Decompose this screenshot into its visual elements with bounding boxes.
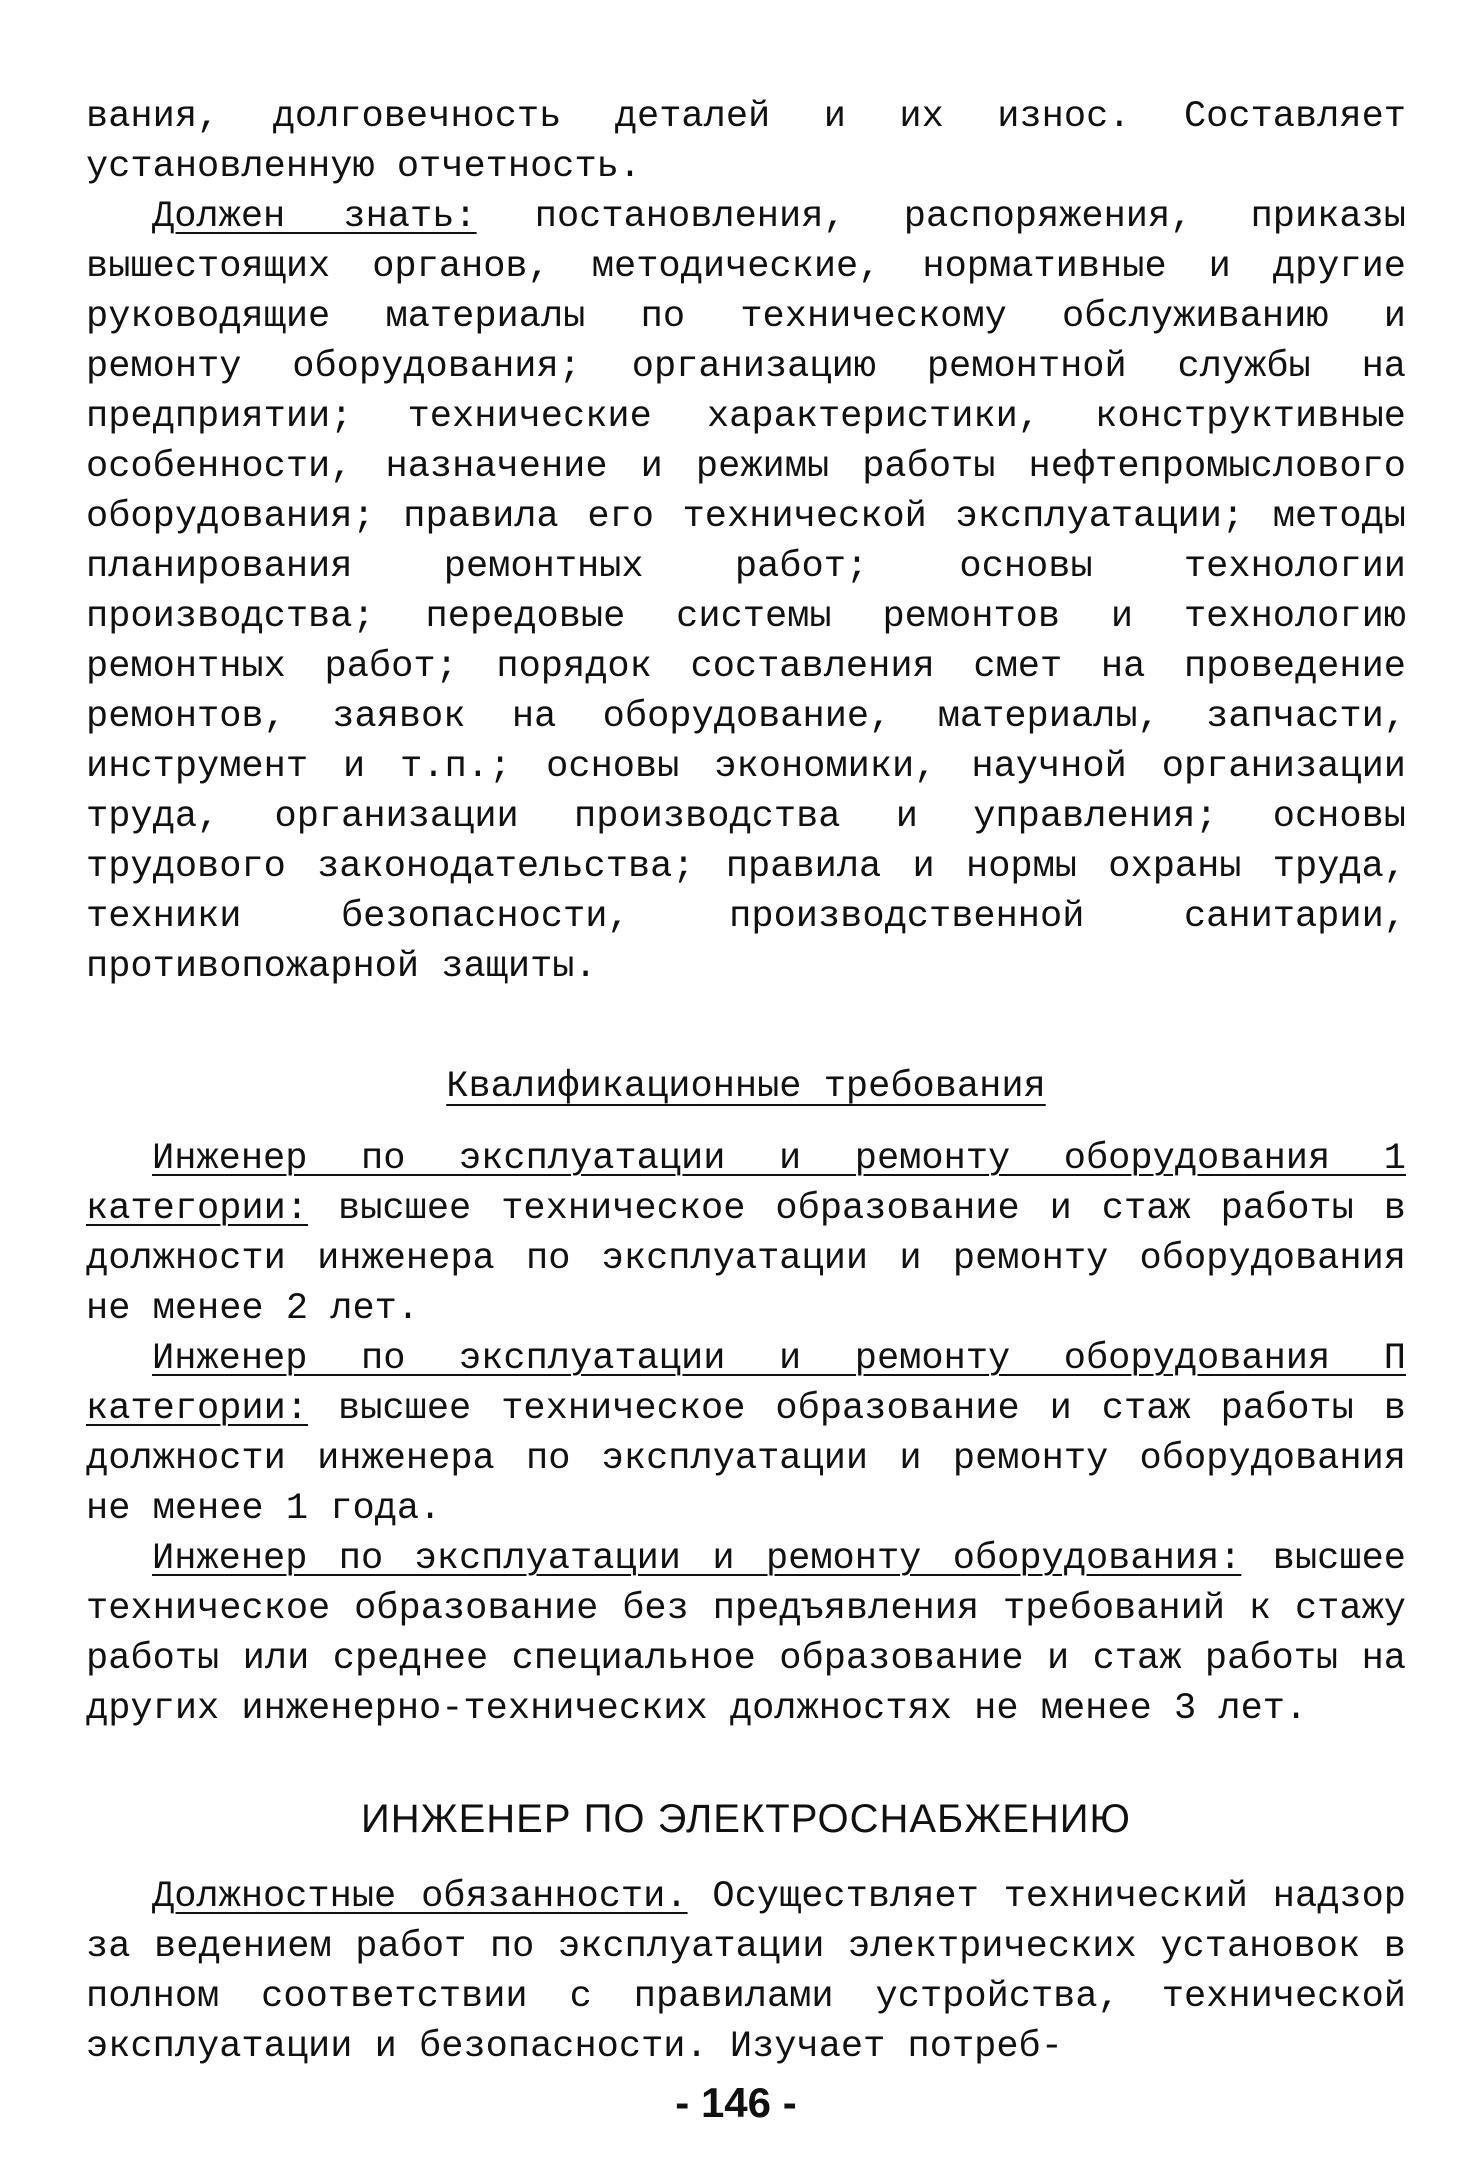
intro-paragraph (86, 92, 1406, 192)
document-page (86, 92, 1406, 2072)
qualification-item-3 (86, 1534, 1406, 1734)
must-know-paragraph (86, 192, 1406, 992)
page-number: - 146 - (675, 2079, 797, 2126)
must-know-label: Должен знать: (152, 196, 477, 238)
qualification-item-label: Инженер по эксплуатации и ремонту оборудования 1 категории: (86, 1138, 1406, 1230)
duties-paragraph (86, 1872, 1406, 2072)
qualification-heading-text: Квалификационные требования (446, 1066, 1046, 1108)
intro-text: вания, долговечность деталей и их износ. Составляет установленную отчетность. (86, 96, 1406, 188)
qualification-item-2 (86, 1334, 1406, 1534)
qualification-heading (86, 1062, 1406, 1112)
qualification-item-label: Инженер по эксплуатации и ремонту оборудования П категории: (86, 1338, 1406, 1430)
must-know-text: постановления, распоряжения, приказы вышестоящих органов, методические, нормативные и другие руководящие материалы по техническому обслуживанию и ремонту оборудования; организацию ремонтной службы на предприятии; технические характеристики, конструктивные особенности, назначение и режимы работы нефтепромыслового оборудования; правила его технической эксплуатации; методы планирования ремонтных работ; основы технологии производства; передовые системы ремонтов и технологию ремонтных работ; порядок составления смет на проведение ремонтов, заявок на оборудование, материалы, запчасти, инструмент и т.п.; основы экономики, научной организации труда, организации производства и управления; основы трудового законодательства; правила и нормы охраны труда, техники безопасности, производственной санитарии, противопожарной защиты. (86, 196, 1406, 988)
qualification-item-1 (86, 1134, 1406, 1334)
qualification-item-text: высшее техническое образование и стаж работы в должности инженера по эксплуатации и ремонту оборудования не менее 2 лет. (86, 1188, 1406, 1330)
position-title: ИНЖЕНЕР ПО ЭЛЕКТРОСНАБЖЕНИЮ (361, 1797, 1131, 1841)
duties-label: Должностные обязанности. (152, 1876, 688, 1918)
duties-text: Осуществляет технический надзор за ведением работ по эксплуатации электрических установок в полном соответствии с правилами устройства, технической эксплуатации и безопасности. Изучает потреб- (86, 1876, 1407, 2068)
qualification-item-text: высшее техническое образование и стаж работы в должности инженера по эксплуатации и ремонту оборудования не менее 1 года. (86, 1388, 1406, 1530)
qualification-item-label: Инженер по эксплуатации и ремонту оборудования: (152, 1538, 1242, 1580)
qualification-item-text: высшее техническое образование без предъявления требований к стажу работы или среднее специальное образование и стаж работы на других инженерно-технических должностях не менее 3 лет. (86, 1538, 1406, 1730)
